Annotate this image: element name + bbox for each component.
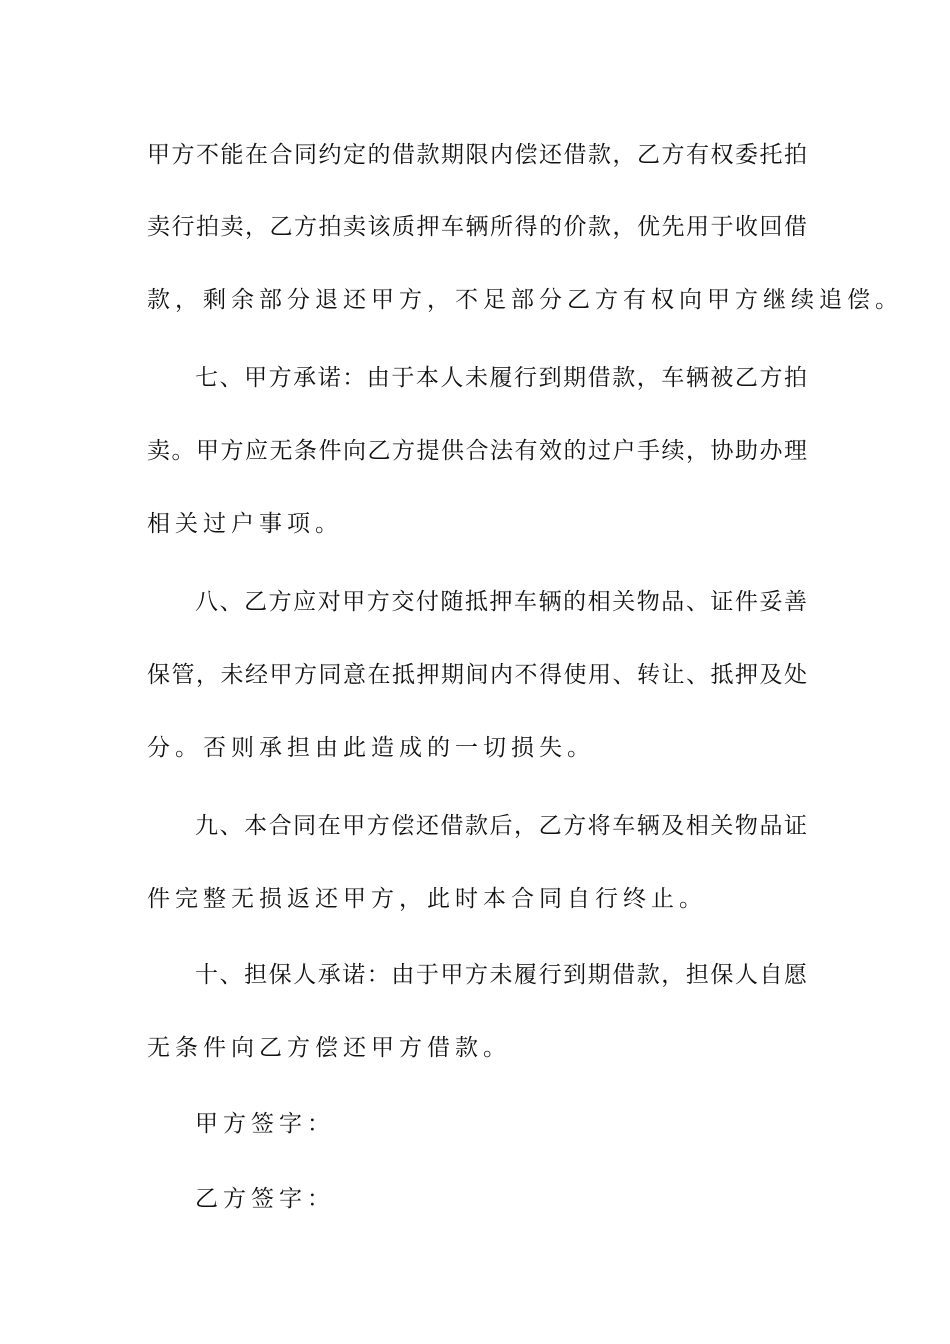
clause-seven-line: 七、甲方承诺：由于本人未履行到期借款，车辆被乙方拍 — [195, 365, 807, 391]
clause-ten-line: 十、担保人承诺：由于甲方未履行到期借款，担保人自愿 — [195, 962, 807, 988]
party-a-signature-label: 甲方签字： — [195, 1111, 335, 1137]
text-line: 款，剩余部分退还甲方，不足部分乙方有权向甲方继续追偿。 — [147, 287, 903, 313]
text-line: 保管，未经甲方同意在抵押期间内不得使用、转让、抵押及处 — [147, 662, 807, 688]
text-line: 无条件向乙方偿还甲方借款。 — [147, 1035, 511, 1061]
text-line: 卖。甲方应无条件向乙方提供合法有效的过户手续，协助办理 — [147, 438, 807, 464]
party-b-signature-label: 乙方签字： — [195, 1186, 335, 1212]
clause-nine-line: 九、本合同在甲方偿还借款后，乙方将车辆及相关物品证 — [195, 813, 807, 839]
text-line: 分。否则承担由此造成的一切损失。 — [147, 735, 595, 761]
text-line: 卖行拍卖，乙方拍卖该质押车辆所得的价款，优先用于收回借 — [147, 214, 807, 240]
clause-eight-line: 八、乙方应对甲方交付随抵押车辆的相关物品、证件妥善 — [195, 589, 807, 615]
text-line: 甲方不能在合同约定的借款期限内偿还借款，乙方有权委托拍 — [147, 142, 807, 168]
text-line: 件完整无损返还甲方，此时本合同自行终止。 — [147, 886, 707, 912]
text-line: 相关过户事项。 — [147, 511, 343, 537]
